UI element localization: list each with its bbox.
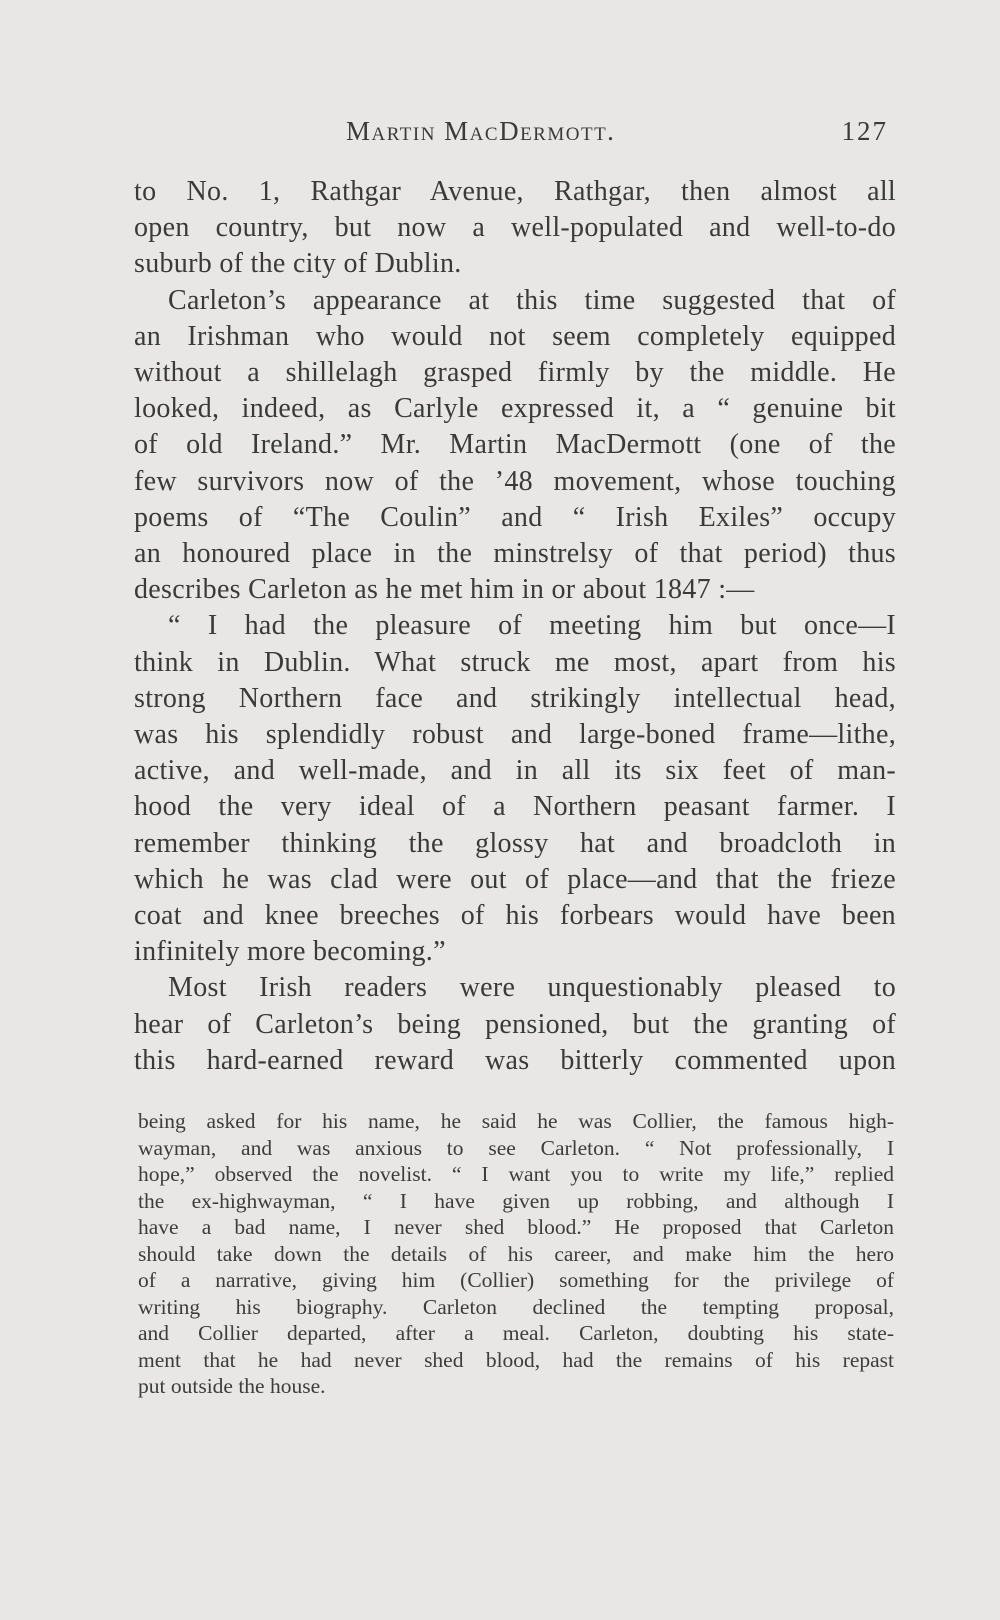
text-line: active, and well-made, and in all its six feet of man- xyxy=(134,755,896,787)
text-line: poems of “The Coulin” and “ Irish Exiles” occupy xyxy=(134,501,896,533)
text-line: suburb of the city of Dublin. xyxy=(134,248,462,280)
footnote-line: wayman, and was anxious to see Carleton. “ Not professionally, I xyxy=(138,1135,894,1160)
running-title: Martin MacDermott. xyxy=(346,116,616,146)
text-line: without a shillelagh grasped firmly by the middle. He xyxy=(134,357,896,389)
text-line: describes Carleton as he met him in or about 1847 :— xyxy=(134,574,755,606)
text-line: an honoured place in the minstrelsy of that period) thus xyxy=(134,538,896,570)
footnote-line: should take down the details of his career, and make him the hero xyxy=(138,1241,894,1266)
text-line: “ I had the pleasure of meeting him but once—I xyxy=(168,610,896,642)
text-line: which he was clad were out of place—and that the frieze xyxy=(134,863,896,895)
footnote-line: of a narrative, giving him (Collier) something for the privilege of xyxy=(138,1268,894,1292)
paragraph xyxy=(134,283,896,609)
text-line: think in Dublin. What struck me most, apart from his xyxy=(134,646,896,678)
text-line: looked, indeed, as Carlyle expressed it, a “ genuine bit xyxy=(134,393,896,425)
text-line: hood the very ideal of a Northern peasant farmer. I xyxy=(134,791,896,823)
running-head xyxy=(134,116,896,156)
text-line: this hard-earned reward was bitterly commented upon xyxy=(134,1044,896,1076)
paragraph xyxy=(134,970,896,1079)
text-line: remember thinking the glossy hat and broadcloth in xyxy=(134,827,896,859)
text-line: coat and knee breeches of his forbears would have been xyxy=(134,900,896,932)
text-line: to No. 1, Rathgar Avenue, Rathgar, then almost all xyxy=(134,176,896,207)
text-line: few survivors now of the ’48 movement, whose touching xyxy=(134,465,896,497)
footnote-line: writing his biography. Carleton declined the tempting proposal, xyxy=(138,1294,894,1319)
footnote xyxy=(138,1108,894,1400)
quotation-paragraph xyxy=(134,608,896,970)
footnote-line: put outside the house. xyxy=(138,1374,326,1398)
text-line: Carleton’s appearance at this time suggested that of xyxy=(168,284,896,316)
text-line: of old Ireland.” Mr. Martin MacDermott (one of the xyxy=(134,429,896,461)
text-line: Most Irish readers were unquestionably pleased to xyxy=(168,972,896,1004)
footnote-line: and Collier departed, after a meal. Carleton, doubting his state- xyxy=(138,1321,894,1345)
footnote-line: the ex-highwayman, “ I have given up robbing, and although I xyxy=(138,1188,894,1213)
footnote-line: ment that he had never shed blood, had the remains of his repast xyxy=(138,1347,894,1372)
text-line: hear of Carleton’s being pensioned, but the granting of xyxy=(134,1008,896,1040)
text-line: infinitely more becoming.” xyxy=(134,936,446,968)
footnote-line: hope,” observed the novelist. “ I want you to write my life,” replied xyxy=(138,1162,894,1186)
text-line: open country, but now a well-populated and well-to-do xyxy=(134,212,896,244)
text-line: was his splendidly robust and large-boned frame—lithe, xyxy=(134,719,896,751)
footnote-line: have a bad name, I never shed blood.” He proposed that Carleton xyxy=(138,1215,894,1239)
text-line: an Irishman who would not seem completely equipped xyxy=(134,320,896,352)
paragraph xyxy=(134,174,896,283)
text-line: strong Northern face and strikingly intellectual head, xyxy=(134,682,896,714)
body-text xyxy=(134,174,896,1079)
footnote-line: being asked for his name, he said he was Collier, the famous high- xyxy=(138,1109,894,1133)
page-number: 127 xyxy=(841,116,888,146)
